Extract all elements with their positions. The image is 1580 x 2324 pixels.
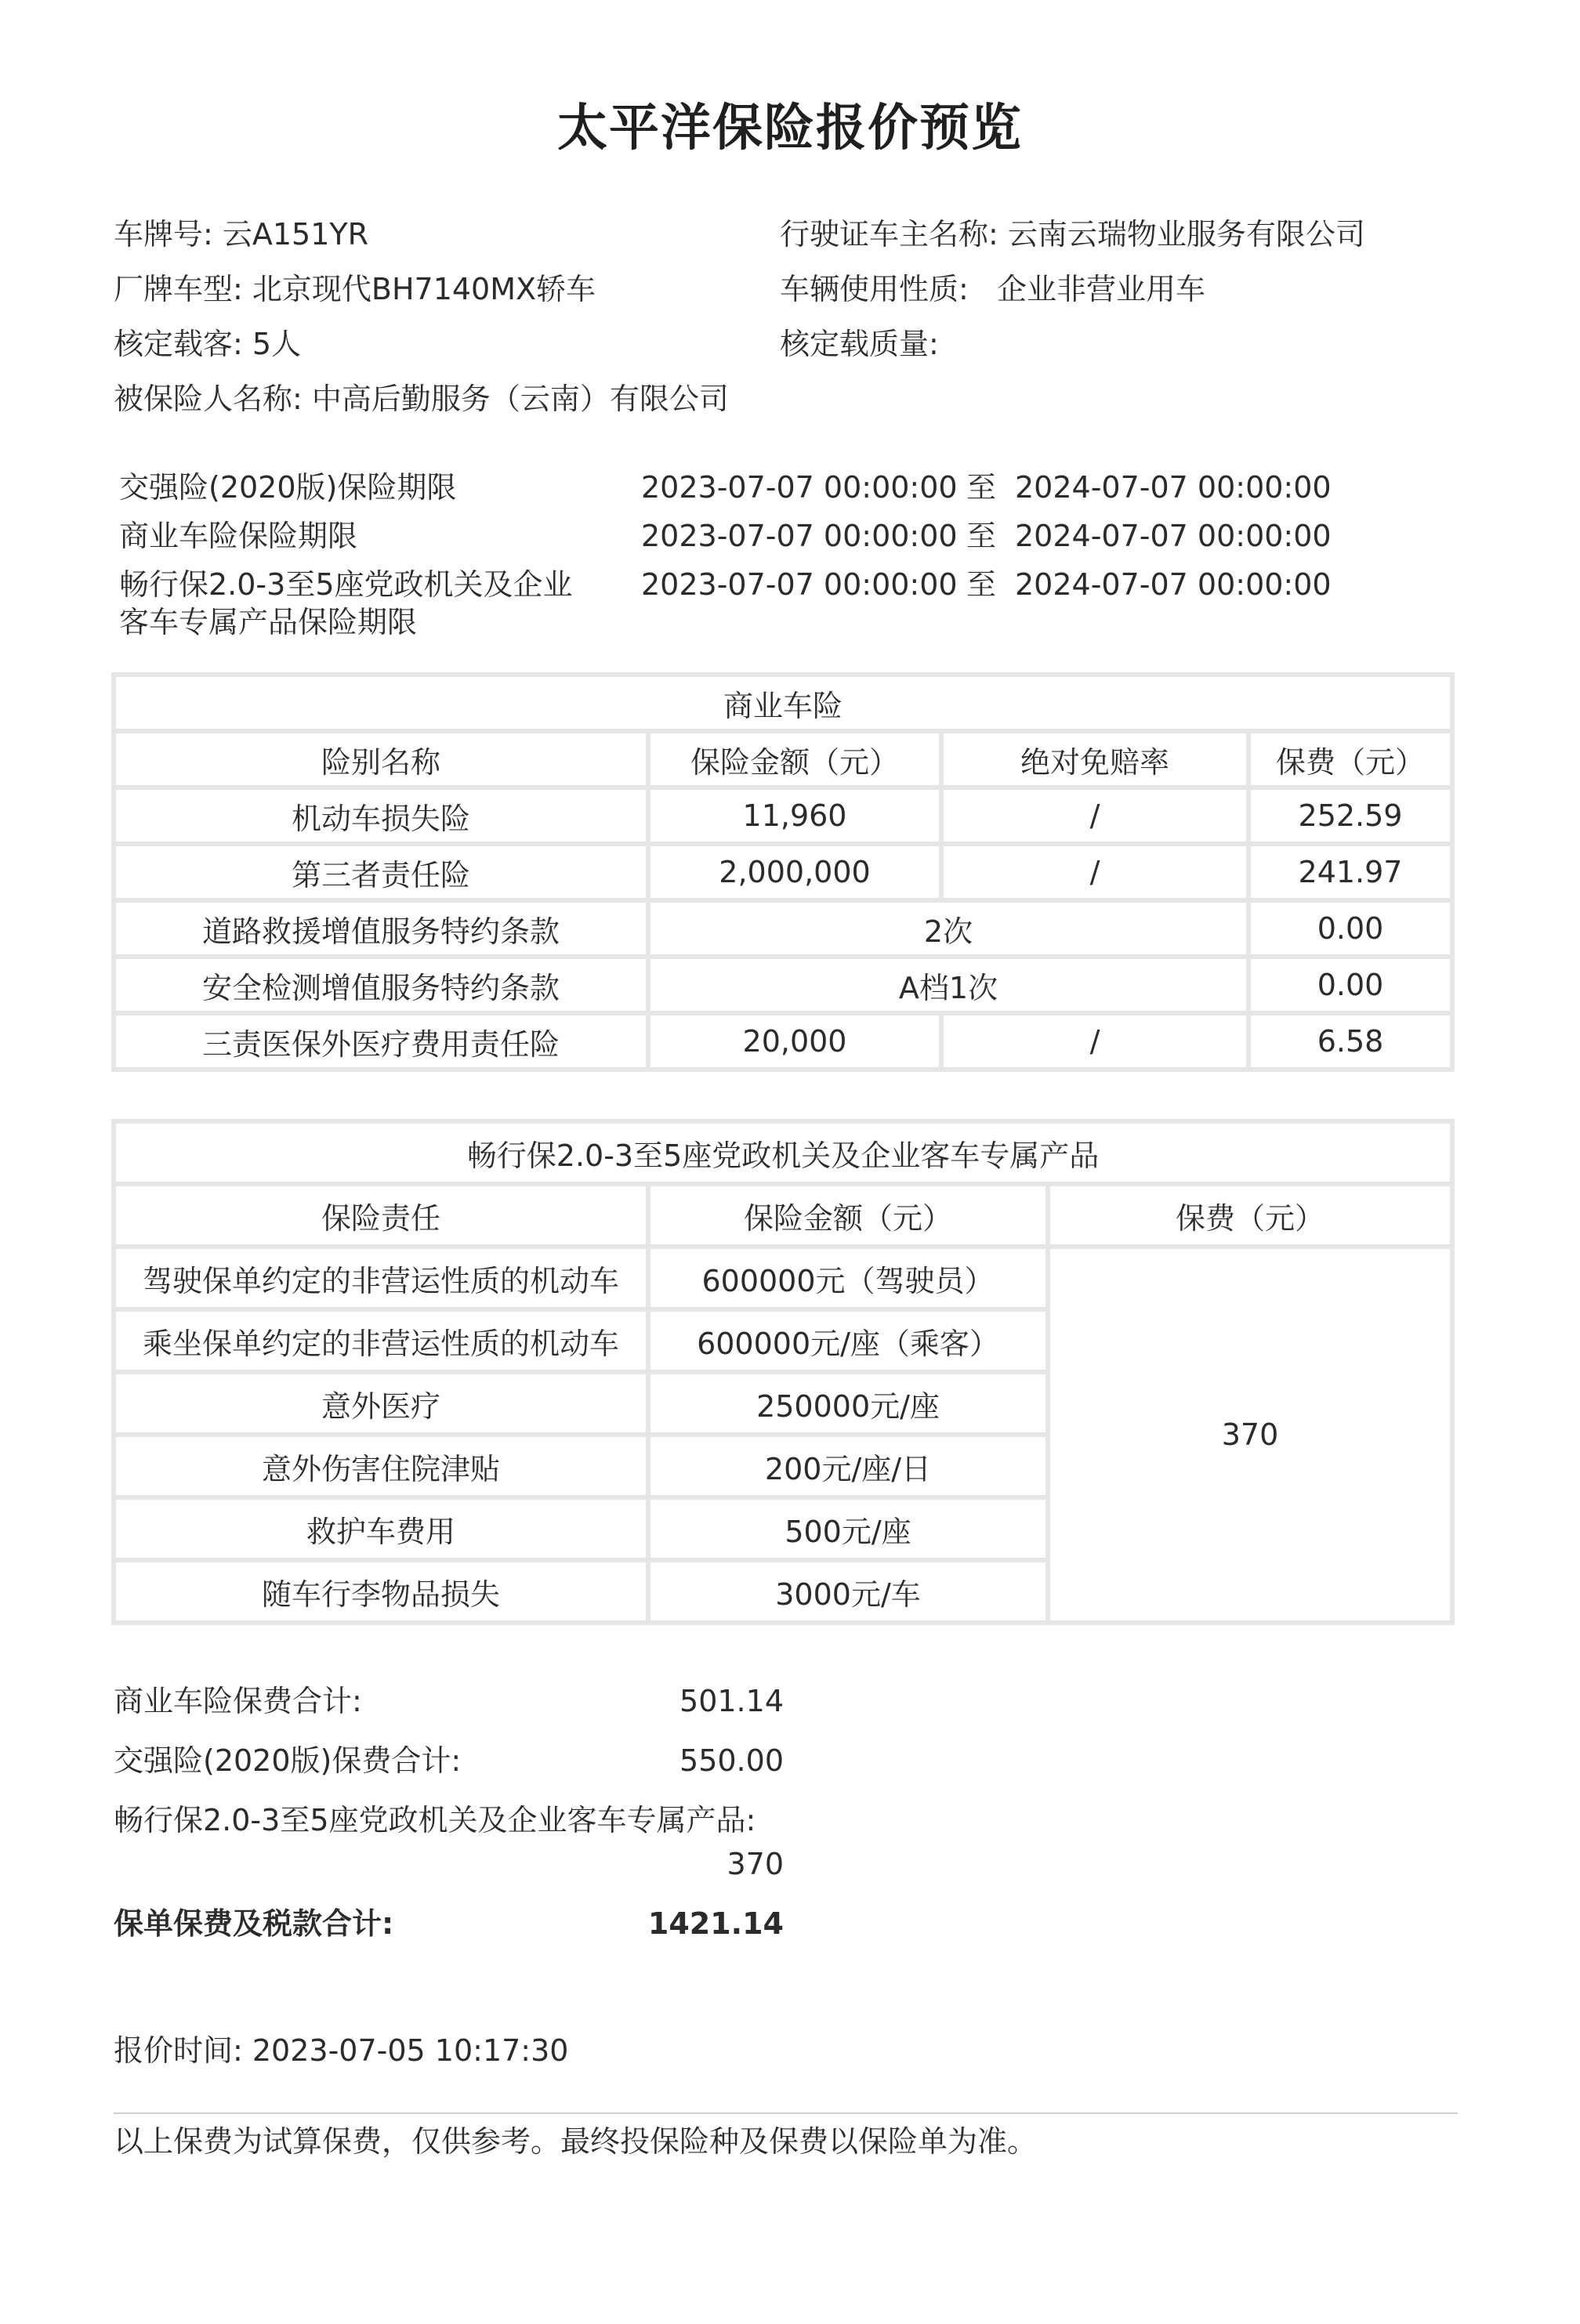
liability-amount: 600000元/座（乘客） <box>648 1309 1048 1372</box>
period-name: 商业车险保险期限 <box>119 519 358 553</box>
coverage-name: 三责医保外医疗费用责任险 <box>114 1013 648 1070</box>
period-start: 2023-07-07 00:00:00 <box>641 519 958 553</box>
period-end: 2024-07-07 00:00:00 <box>1015 470 1332 505</box>
deductible-rate: / <box>941 787 1248 844</box>
liability-amount: 200元/座/日 <box>648 1435 1048 1497</box>
commercial-total-label: 商业车险保费合计: <box>114 1684 362 1718</box>
period-start: 2023-07-07 00:00:00 <box>641 567 958 602</box>
table-row <box>114 1247 1452 1309</box>
period-name: 交强险(2020版)保险期限 <box>119 470 457 505</box>
liability-name: 意外伤害住院津贴 <box>114 1435 648 1497</box>
divider-line <box>114 2112 1458 2114</box>
commercial-total-value: 501.14 <box>679 1684 784 1718</box>
coverage-amount: 2,000,000 <box>648 844 941 900</box>
column-header: 险别名称 <box>114 731 648 787</box>
liability-name: 救护车费用 <box>114 1497 648 1560</box>
column-header: 保费（元） <box>1248 731 1452 787</box>
premium: 0.00 <box>1248 900 1452 957</box>
coverage-name: 机动车损失险 <box>114 787 648 844</box>
load-capacity: 核定载质量: <box>780 327 939 361</box>
table-header-row <box>114 1184 1452 1247</box>
plate-number: 车牌号: 云A151YR <box>114 217 369 252</box>
insured-name: 被保险人名称: 中高后勤服务（云南）有限公司 <box>114 382 729 416</box>
premium: 241.97 <box>1248 844 1452 900</box>
liability-name: 乘坐保单约定的非营运性质的机动车 <box>114 1309 648 1372</box>
column-header: 保费（元） <box>1048 1184 1452 1247</box>
seat-capacity: 核定载客: 5人 <box>114 327 302 361</box>
period-to: 至 <box>966 470 997 505</box>
coverage-name: 道路救援增值服务特约条款 <box>114 900 648 957</box>
grand-total-label: 保单保费及税款合计: <box>114 1906 394 1941</box>
table-row <box>114 844 1452 900</box>
coverage-name: 安全检测增值服务特约条款 <box>114 957 648 1013</box>
liability-name: 意外医疗 <box>114 1372 648 1435</box>
jqx-total-value: 550.00 <box>679 1743 784 1778</box>
changxing-total-label: 畅行保2.0-3至5座党政机关及企业客车专属产品: <box>114 1803 756 1837</box>
premium: 6.58 <box>1248 1013 1452 1070</box>
liability-name: 驾驶保单约定的非营运性质的机动车 <box>114 1247 648 1309</box>
changxing-premium: 370 <box>1048 1247 1452 1623</box>
table-title-row <box>114 675 1452 731</box>
usage-type: 车辆使用性质: 企业非营业用车 <box>780 272 1206 306</box>
column-header: 保险金额（元） <box>648 1184 1048 1247</box>
liability-amount: 3000元/车 <box>648 1560 1048 1623</box>
commercial-table-title: 商业车险 <box>114 675 1452 731</box>
table-row <box>114 1013 1452 1070</box>
table-title-row <box>114 1121 1452 1184</box>
period-start: 2023-07-07 00:00:00 <box>641 470 958 505</box>
vehicle-model: 厂牌车型: 北京现代BH7140MX轿车 <box>114 272 596 306</box>
coverage-amount: 20,000 <box>648 1013 941 1070</box>
grand-total-value: 1421.14 <box>647 1906 784 1941</box>
period-name: 畅行保2.0-3至5座党政机关及企业客车专属产品保险期限 <box>119 567 573 639</box>
coverage-amount: 11,960 <box>648 787 941 844</box>
liability-amount: 600000元（驾驶员） <box>648 1247 1048 1309</box>
column-header: 保险责任 <box>114 1184 648 1247</box>
period-to: 至 <box>966 567 997 602</box>
changxing-table-title: 畅行保2.0-3至5座党政机关及企业客车专属产品 <box>114 1121 1452 1184</box>
table-row <box>114 957 1452 1013</box>
disclaimer: 以上保费为试算保费，仅供参考。最终投保险种及保费以保险单为准。 <box>114 2124 1038 2159</box>
deductible-rate: / <box>941 1013 1248 1070</box>
premium: 252.59 <box>1248 787 1452 844</box>
liability-amount: 250000元/座 <box>648 1372 1048 1435</box>
table-header-row <box>114 731 1452 787</box>
liability-name: 随车行李物品损失 <box>114 1560 648 1623</box>
quote-time: 报价时间: 2023-07-05 10:17:30 <box>114 2033 569 2068</box>
column-header: 绝对免赔率 <box>941 731 1248 787</box>
coverage-detail: A档1次 <box>648 957 1248 1013</box>
period-to: 至 <box>966 519 997 553</box>
liability-amount: 500元/座 <box>648 1497 1048 1560</box>
changxing-total-value: 370 <box>727 1847 784 1881</box>
table-row <box>114 900 1452 957</box>
page-title: 太平洋保险报价预览 <box>557 100 1023 157</box>
commercial-insurance-table <box>111 672 1455 1072</box>
period-end: 2024-07-07 00:00:00 <box>1015 567 1332 602</box>
owner-name: 行驶证车主名称: 云南云瑞物业服务有限公司 <box>780 217 1365 252</box>
deductible-rate: / <box>941 844 1248 900</box>
coverage-name: 第三者责任险 <box>114 844 648 900</box>
column-header: 保险金额（元） <box>648 731 941 787</box>
coverage-detail: 2次 <box>648 900 1248 957</box>
period-end: 2024-07-07 00:00:00 <box>1015 519 1332 553</box>
jqx-total-label: 交强险(2020版)保费合计: <box>114 1743 462 1778</box>
table-row <box>114 787 1452 844</box>
changxing-product-table <box>111 1119 1455 1625</box>
premium: 0.00 <box>1248 957 1452 1013</box>
